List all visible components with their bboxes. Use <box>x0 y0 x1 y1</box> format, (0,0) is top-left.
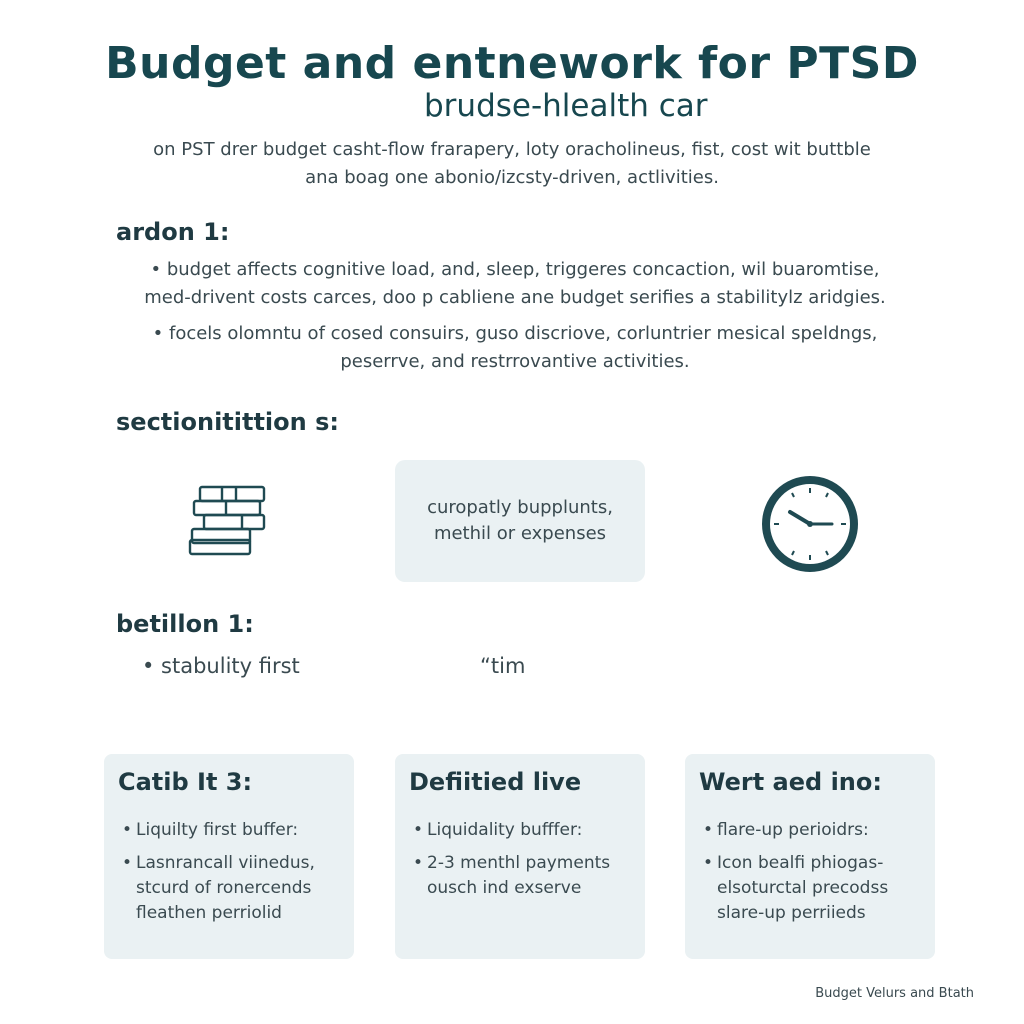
card-title: Defiitied live <box>409 768 582 796</box>
card-bullet <box>118 818 340 843</box>
card-title: Catib It 3: <box>118 768 253 796</box>
footer-caption: Budget Velurs and Btath <box>815 986 974 1001</box>
card-line: curopatly bupplunts, <box>427 497 613 518</box>
intro-line: ana boag one abonio/izcsty-driven, actlivities. <box>305 167 719 188</box>
section-heading: ardon 1: <box>116 218 230 246</box>
intro-line: on PST drer budget casht-flow frarapery, loty oracholineus, fist, cost wit buttble <box>153 139 871 160</box>
card-bullet-line: • 2-3 menthl payments <box>427 853 611 873</box>
card-line: methil or expenses <box>433 523 607 544</box>
card-bullet <box>409 851 631 901</box>
bullet-line: • budget affects cognitive load, and, sleep, triggeres concaction, wil buaromtise, <box>150 259 880 280</box>
bullet-line: • focels olomntu of cosed consuirs, guso discriove, corluntrier mesical speldngs, <box>152 323 878 344</box>
card-bullet-line: • Liquidality bufffer: <box>427 820 583 840</box>
card-bullet-line: slare-up perriieds <box>717 903 866 923</box>
stacked-cards-icon <box>186 484 270 558</box>
bullet-line: peserrve, and restrrovantive activities. <box>340 351 690 372</box>
section-heading: betillon 1: <box>116 610 254 638</box>
intro-paragraph <box>80 136 944 192</box>
card-bullet-line: ousch ind exserve <box>427 878 582 898</box>
list-item <box>110 256 920 312</box>
card-bullet <box>409 818 631 843</box>
card-bullet <box>699 818 921 843</box>
list-item: • stabulity first <box>142 654 300 678</box>
page-subtitle: brudse-hlealth car <box>424 88 708 124</box>
list-item <box>110 320 920 376</box>
info-card <box>104 754 354 959</box>
expenses-card <box>395 460 645 582</box>
page-title: Budget and entnework for PTSD <box>105 38 919 89</box>
info-card <box>395 754 645 959</box>
list-item: “tim <box>480 654 526 678</box>
card-bullet <box>118 851 340 926</box>
card-bullet-line: • Lasnrancall viinedus, <box>136 853 315 873</box>
card-bullet-line: fleathen perriolid <box>136 903 282 923</box>
card-bullet-line: elsoturctal precodss <box>717 878 889 898</box>
section-heading: sectionitittion s: <box>116 408 339 436</box>
card-bullet <box>699 851 921 926</box>
bullet-line: med-drivent costs carces, doo p cabliene ane budget serifies a stabilitylz aridgies. <box>144 287 886 308</box>
clock-icon <box>760 474 860 574</box>
card-bullet-line: • flare-up perioidrs: <box>717 820 869 840</box>
card-bullet-line: • Liquilty first buffer: <box>136 820 299 840</box>
info-card <box>685 754 935 959</box>
bullet-list <box>110 256 920 384</box>
card-bullet-line: stcurd of ronercends <box>136 878 312 898</box>
card-title: Wert aed ino: <box>699 768 882 796</box>
card-bullet-line: • Icon bealfi phiogas- <box>717 853 884 873</box>
